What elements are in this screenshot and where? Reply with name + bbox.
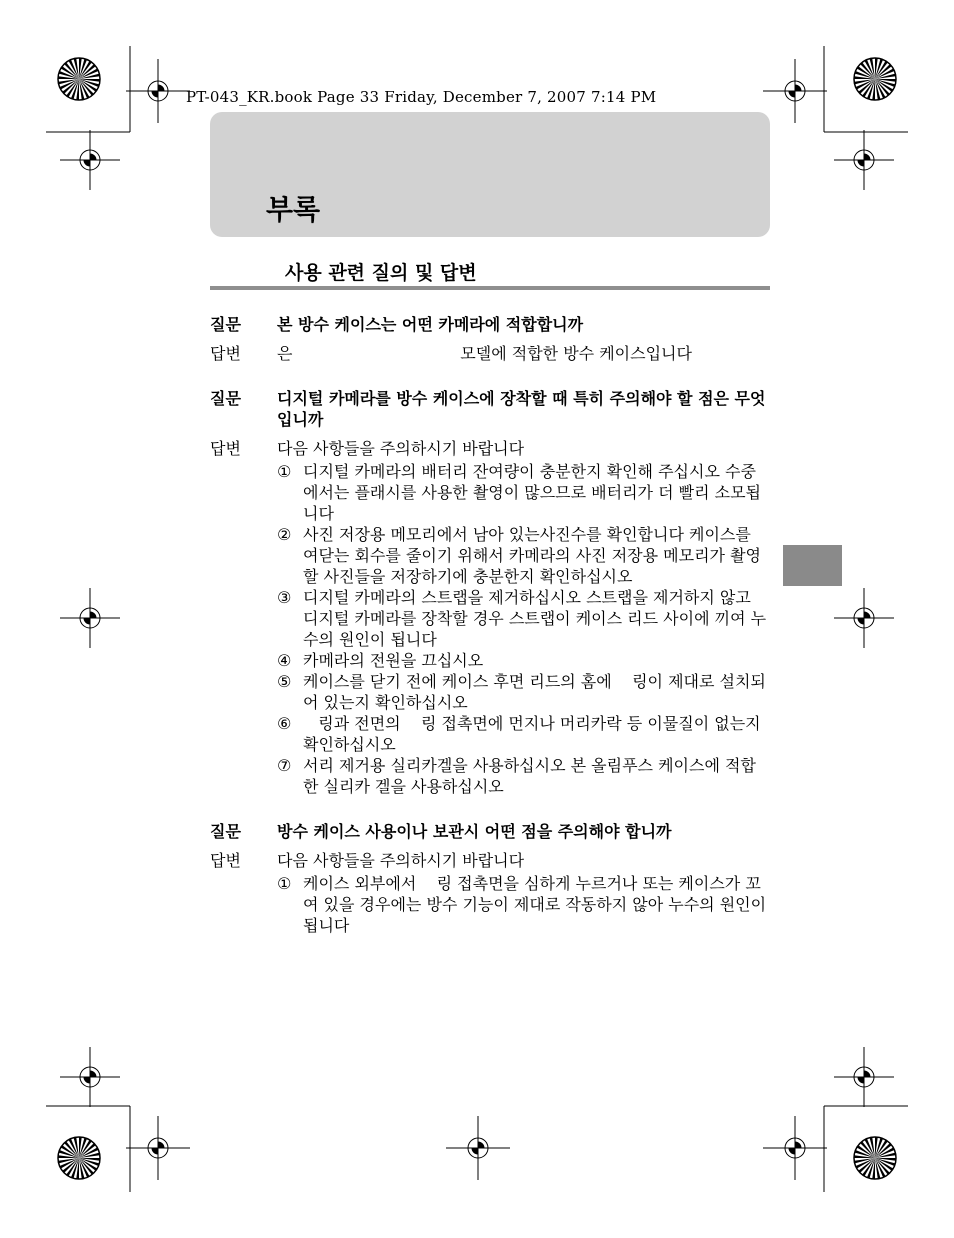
list-item — [277, 755, 770, 797]
registration-crosshair — [126, 1116, 190, 1180]
answer-list — [277, 873, 770, 936]
item-text: 사진 저장용 메모리에서 남아 있는사진수를 확인합니다 케이스를 여닫는 회수를 줄이기 위해서 카메라의 사진 저장용 메모리가 촬영할 사진들을 저장하기에 충분한지 확인하십시오 — [303, 525, 762, 586]
answer-label: 답변 — [210, 439, 241, 458]
registration-crosshair — [126, 59, 190, 123]
faq-answer-row — [210, 438, 770, 797]
faq-block — [210, 388, 770, 797]
answer-body — [277, 850, 770, 936]
question-label: 질문 — [210, 315, 241, 334]
item-number: ② — [277, 525, 292, 544]
question-text: 본 방수 케이스는 어떤 카메라에 적합합니까 — [277, 315, 584, 334]
item-text: 서리 제거용 실리카겔을 사용하십시오 본 올림푸스 케이스에 적합한 실리카 겔을 사용하십시오 — [303, 756, 756, 796]
answer-label: 답변 — [210, 851, 241, 870]
item-text: 카메라의 전원을 끄십시오 — [303, 651, 484, 670]
list-item — [277, 524, 770, 587]
answer-intro: 다음 사항들을 주의하시기 바랍니다 — [277, 439, 525, 458]
item-number: ① — [277, 462, 292, 481]
registration-crosshair — [763, 1116, 827, 1180]
item-text: 링과 전면의 링 접촉면에 먼지나 머리카락 등 이물질이 없는지 확인하십시오 — [303, 714, 766, 754]
registration-crosshair — [60, 1047, 120, 1107]
answer-list — [277, 461, 770, 797]
chapter-title: 부록 — [266, 193, 321, 226]
registration-crosshair — [834, 588, 894, 648]
answer-label: 답변 — [210, 344, 241, 363]
registration-crosshair — [60, 130, 120, 190]
chapter-banner — [210, 112, 770, 237]
registration-crosshair — [834, 130, 894, 190]
chapter-side-tab — [783, 545, 842, 586]
item-number: ③ — [277, 588, 292, 607]
faq-question-row — [210, 314, 770, 335]
item-number: ⑤ — [277, 672, 292, 691]
item-text: 디지털 카메라의 배터리 잔여량이 충분한지 확인해 주십시오 수중에서는 플래시를 사용한 촬영이 많으므로 배터리가 더 빨리 소모됩니다 — [303, 462, 762, 523]
answer-body — [277, 438, 770, 797]
section-title: 사용 관련 질의 및 답변 — [285, 262, 477, 284]
faq-content — [210, 310, 770, 936]
faq-question-row — [210, 388, 770, 430]
registration-crosshair — [763, 59, 827, 123]
item-number: ⑥ — [277, 714, 292, 733]
faq-answer-row — [210, 850, 770, 936]
book-header-line: PT-043_KR.book Page 33 Friday, December 7, 2007 7:14 PM — [186, 88, 657, 106]
item-number: ⑦ — [277, 756, 292, 775]
item-number: ① — [277, 874, 292, 893]
question-text: 방수 케이스 사용이나 보관시 어떤 점을 주의해야 합니까 — [277, 822, 672, 841]
registration-starburst — [854, 1137, 896, 1179]
list-item — [277, 650, 770, 671]
registration-crosshair — [446, 1116, 510, 1180]
item-text: 케이스 외부에서 링 접촉면을 심하게 누르거나 또는 케이스가 꼬여 있을 경우에는 방수 기능이 제대로 작동하지 않아 누수의 원인이 됩니다 — [303, 874, 772, 935]
faq-question-row — [210, 821, 770, 842]
faq-block — [210, 314, 770, 364]
question-label: 질문 — [210, 822, 241, 841]
section-divider — [210, 286, 770, 290]
list-item — [277, 873, 770, 936]
registration-crosshair — [834, 1047, 894, 1107]
list-item — [277, 587, 770, 650]
answer-intro: 다음 사항들을 주의하시기 바랍니다 — [277, 851, 525, 870]
question-label: 질문 — [210, 389, 241, 408]
faq-answer-row — [210, 343, 770, 364]
registration-starburst — [854, 58, 896, 100]
list-item — [277, 671, 770, 713]
item-number: ④ — [277, 651, 292, 670]
item-text: 케이스를 닫기 전에 케이스 후면 리드의 홈에 링이 제대로 설치되어 있는지 확인하십시오 — [303, 672, 766, 712]
question-text: 디지털 카메라를 방수 케이스에 장착할 때 특히 주의해야 할 점은 무엇입니까 — [277, 389, 766, 429]
registration-crosshair — [60, 588, 120, 648]
list-item — [277, 461, 770, 524]
list-item — [277, 713, 770, 755]
answer-text — [277, 343, 770, 364]
registration-starburst — [58, 58, 100, 100]
faq-block — [210, 821, 770, 936]
item-text: 디지털 카메라의 스트랩을 제거하십시오 스트랩을 제거하지 않고 디지털 카메라를 장착할 경우 스트랩이 케이스 리드 사이에 끼여 누수의 원인이 됩니다 — [303, 588, 767, 649]
registration-starburst — [58, 1137, 100, 1179]
answer-text-content: 은 모델에 적합한 방수 케이스입니다 — [277, 344, 692, 363]
